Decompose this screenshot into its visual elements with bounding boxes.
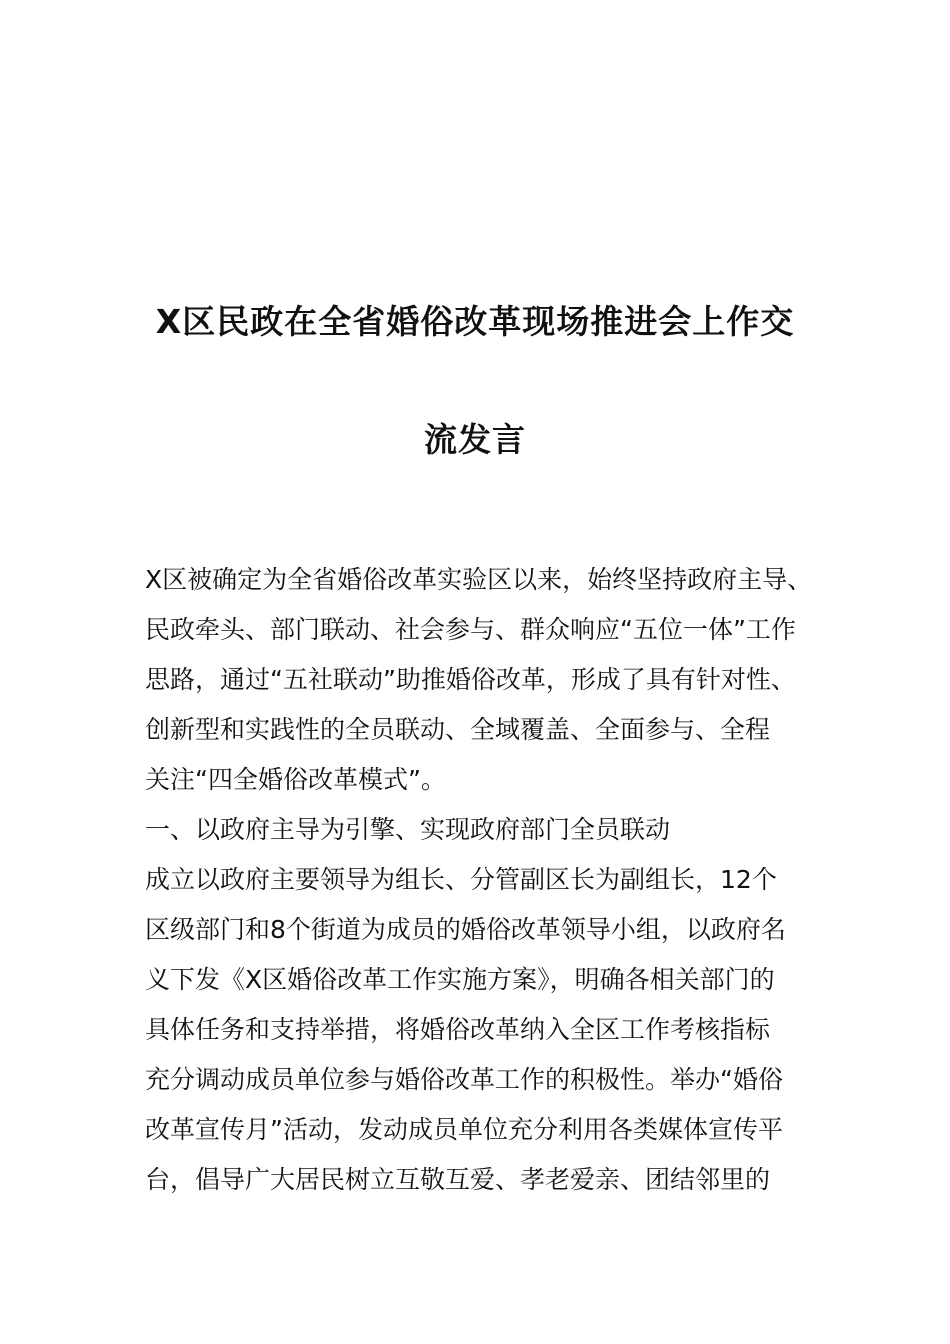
body-line: 民政牵头、部门联动、社会参与、群众响应“五位一体”工作 <box>145 615 796 644</box>
body-line: X区被确定为全省婚俗改革实验区以来，始终坚持政府主导、 <box>145 565 813 594</box>
body-line: 思路，通过“五社联动”助推婚俗改革，形成了具有针对性、 <box>145 665 796 694</box>
document-title-line-1: X区民政在全省婚俗改革现场推进会上作交 <box>155 302 795 341</box>
body-line: 区级部门和8个街道为成员的婚俗改革领导小组，以政府名 <box>145 915 786 944</box>
body-line: 义下发《X区婚俗改革工作实施方案》，明确各相关部门的 <box>145 965 775 994</box>
document-title-line-2: 流发言 <box>424 420 526 459</box>
body-line: 成立以政府主要领导为组长、分管副区长为副组长，12个 <box>145 865 777 894</box>
body-line: 关注“四全婚俗改革模式”。 <box>145 765 446 794</box>
section-heading: 一、以政府主导为引擎、实现政府部门全员联动 <box>145 815 671 844</box>
body-line: 创新型和实践性的全员联动、全域覆盖、全面参与、全程 <box>145 715 771 744</box>
body-line: 改革宣传月”活动，发动成员单位充分利用各类媒体宣传平 <box>145 1115 783 1144</box>
body-line: 具体任务和支持举措，将婚俗改革纳入全区工作考核指标 <box>145 1015 771 1044</box>
body-line: 充分调动成员单位参与婚俗改革工作的积极性。举办“婚俗 <box>145 1065 783 1094</box>
body-line: 台，倡导广大居民树立互敬互爱、孝老爱亲、团结邻里的 <box>145 1165 771 1194</box>
document-body <box>145 555 835 1205</box>
